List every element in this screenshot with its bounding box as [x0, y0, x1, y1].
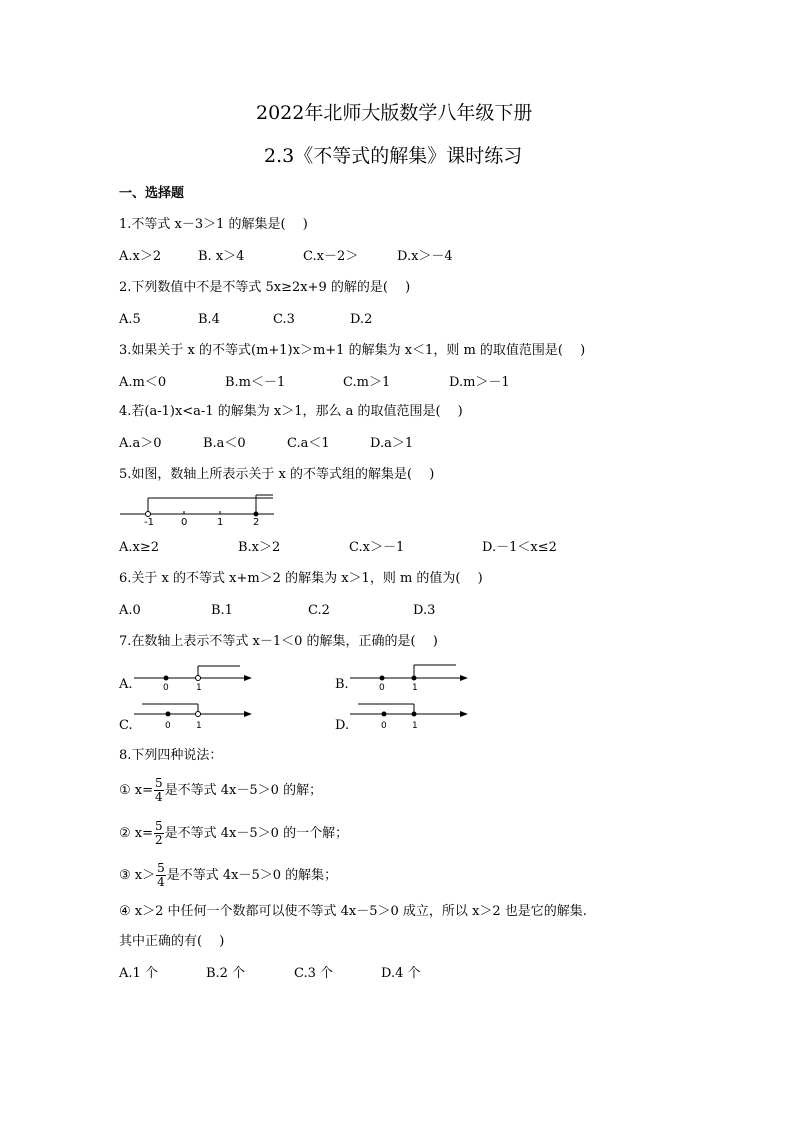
section-heading: 一、选择题 [119, 186, 185, 201]
fraction [154, 777, 164, 804]
option-d: D.m＞－1 [449, 375, 510, 390]
option-c-letter: C. [119, 718, 133, 733]
option-d-letter: D. [335, 718, 350, 733]
statement-3-prefix: ③ x＞ [119, 868, 156, 883]
option-b: B.4 [198, 312, 220, 327]
option-d: D.3 [413, 603, 436, 618]
axis-label: 1 [412, 683, 418, 692]
option-a: A.a＞0 [119, 436, 162, 451]
axis-label: 1 [412, 721, 418, 731]
statement-2 [119, 819, 348, 849]
question-4-stem: 4.若(a-1)x<a-1 的解集为 x＞1，那么 a 的取值范围是( ) [119, 404, 463, 419]
statement-3 [119, 861, 337, 891]
statement-1-suffix: 是不等式 4x－5＞0 的解； [164, 783, 323, 798]
question-8-ask: 其中正确的有( ) [119, 934, 225, 949]
option-a: A.5 [119, 312, 141, 327]
statement-3-suffix: 是不等式 4x－5＞0 的解集； [166, 868, 338, 883]
option-c: C.3 个 [294, 966, 334, 981]
question-2-stem: 2.下列数值中不是不等式 5x≥2x+9 的解的是( ) [119, 280, 411, 295]
option-b: B.m＜－1 [225, 375, 286, 390]
option-a-number-line [134, 662, 254, 692]
option-b: B.1 [211, 603, 233, 618]
option-c-number-line [134, 703, 254, 733]
option-c: C.2 [308, 603, 330, 618]
fraction-numerator: 5 [155, 776, 163, 790]
fraction-denominator: 4 [157, 875, 165, 889]
option-b: B.x＞2 [238, 540, 281, 555]
option-c: C.m＞1 [343, 375, 391, 390]
option-d: D.2 [350, 312, 373, 327]
option-a: A.m＜0 [119, 375, 167, 390]
option-d-number-line [350, 703, 470, 733]
option-d: D.a＞1 [370, 436, 414, 451]
fraction-denominator: 4 [155, 790, 163, 804]
fraction [156, 862, 166, 889]
axis-label: 2 [253, 517, 260, 528]
option-d: D.4 个 [381, 966, 421, 981]
option-c: C.x－2＞ [303, 249, 359, 264]
question-3-stem: 3.如果关于 x 的不等式(m+1)x＞m+1 的解集为 x＜1，则 m 的取值范围是( ) [119, 343, 586, 358]
statement-1-prefix: ① x= [119, 783, 154, 798]
question-5-stem: 5.如图，数轴上所表示关于 x 的不等式组的解集是( ) [119, 467, 435, 482]
option-b: B.2 个 [206, 966, 246, 981]
option-b: B.a＜0 [203, 436, 246, 451]
statement-4: ④ x＞2 中任何一个数都可以使不等式 4x－5＞0 成立，所以 x＞2 也是它的解集. [119, 904, 587, 919]
axis-label: 1 [217, 517, 224, 528]
axis-label: 1 [196, 683, 202, 692]
question-1-stem: 1.不等式 x－3＞1 的解集是( ) [119, 217, 308, 232]
statement-2-prefix: ② x= [119, 826, 154, 841]
option-b: B. x＞4 [198, 249, 245, 264]
fraction-numerator: 5 [157, 861, 165, 875]
option-c: C.3 [273, 312, 295, 327]
axis-label: 0 [381, 721, 387, 731]
option-a-letter: A. [119, 677, 133, 692]
fraction-denominator: 2 [155, 833, 163, 847]
question-7-stem: 7.在数轴上表示不等式 x－1＜0 的解集，正确的是( ) [119, 634, 438, 649]
question-6-stem: 6.关于 x 的不等式 x+m＞2 的解集为 x＞1，则 m 的值为( ) [119, 571, 483, 586]
option-a: A.x＞2 [119, 249, 162, 264]
axis-label: 0 [181, 517, 188, 528]
question-5-number-line [118, 494, 278, 528]
statement-1 [119, 776, 322, 806]
option-b-number-line [350, 662, 470, 692]
axis-label: -1 [144, 517, 154, 528]
fraction [154, 820, 164, 847]
option-c: C.x＞－1 [349, 540, 405, 555]
page-title-line2: 2.3《不等式的解集》课时练习 [264, 145, 523, 167]
option-a: A.1 个 [119, 966, 158, 981]
axis-label: 0 [163, 683, 169, 692]
axis-label: 1 [196, 721, 202, 731]
statement-2-suffix: 是不等式 4x－5＞0 的一个解； [164, 826, 349, 841]
option-d: D.x＞－4 [397, 249, 453, 264]
option-b-letter: B. [335, 677, 349, 692]
fraction-numerator: 5 [155, 819, 163, 833]
option-a: A.x≥2 [119, 540, 160, 555]
axis-label: 0 [165, 721, 171, 731]
option-c: C.a＜1 [287, 436, 330, 451]
option-d: D.－1＜x≤2 [482, 540, 557, 555]
page-title-line1: 2022年北师大版数学八年级下册 [256, 102, 533, 124]
question-8-stem: 8.下列四种说法： [119, 748, 223, 763]
axis-label: 0 [379, 683, 385, 692]
option-a: A.0 [119, 603, 141, 618]
